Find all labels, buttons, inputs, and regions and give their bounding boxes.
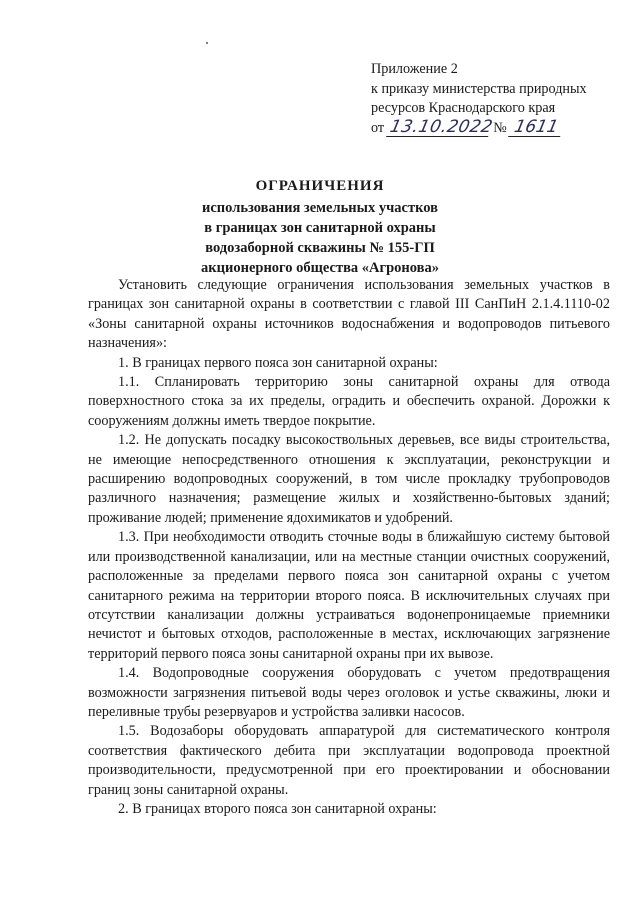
handwritten-number: 1611 bbox=[508, 119, 564, 137]
document-title bbox=[0, 175, 640, 278]
paragraph-1-2: 1.2. Не допускать посадку высокоствольных деревьев, все виды строительства, не имеющие непосредственного отношения к эксплуатации, реконструкции и расширению водопроводных сооружений, в том числе прокладку трубопроводов различного назначения; размещение жилых и хозяйственно-бытовых зданий; проживание людей; применение ядохимикатов и удобрений. bbox=[88, 432, 610, 526]
section-1-heading: 1. В границах первого пояса зон санитарной охраны: bbox=[118, 354, 438, 371]
title-line-3: водозаборной скважины № 155-ГП bbox=[205, 240, 435, 256]
scan-speck bbox=[206, 42, 208, 44]
document-body bbox=[88, 276, 610, 819]
intro-paragraph: Установить следующие ограничения использования земельных участков в границах зон санитарной охраны в соответствии с главой III СанПиН 2.1.4.1110-02 «Зоны санитарной охраны источников водоснабжения и водопроводов питьевого назначения»: bbox=[88, 277, 610, 352]
title-line-4: акционерного общества «Агронова» bbox=[201, 260, 439, 276]
number-prefix: № bbox=[493, 119, 507, 136]
appendix-title: Приложение 2 bbox=[371, 61, 458, 77]
title-main: ОГРАНИЧЕНИЯ bbox=[255, 178, 385, 194]
paragraph-1-3: 1.3. При необходимости отводить сточные воды в ближайшую систему бытовой или производственной канализации, или на местные станции очистных сооружений, расположенные за пределами первого пояса зон санитарной охраны с учетом санитарного режима на территории второго пояса. В исключительных случаях при отсутствии канализации должны устраиваться водонепроницаемые приемники нечистот и бытовых отходов, расположенные в местах, исключающих загрязнение территорий первого пояса зоны санитарной охраны при их вывозе. bbox=[88, 529, 610, 662]
appendix-date-line bbox=[371, 116, 621, 139]
section-2-heading: 2. В границах второго пояса зон санитарной охраны: bbox=[118, 800, 437, 817]
title-line-1: использования земельных участков bbox=[202, 200, 438, 216]
handwritten-date: 13.10.2022 bbox=[387, 116, 495, 137]
date-prefix: от bbox=[371, 119, 385, 136]
appendix-ministry-line: ресурсов Краснодарского края bbox=[371, 100, 556, 116]
appendix-order-line: к приказу министерства природных bbox=[371, 80, 587, 97]
paragraph-1-4: 1.4. Водопроводные сооружения оборудовать с учетом предотвращения возможности загрязнения питьевой воды через оголовок и устье скважины, люки и переливные трубы резервуаров и устройства заливки насосов. bbox=[88, 665, 610, 720]
appendix-block bbox=[371, 60, 621, 138]
title-line-2: в границах зон санитарной охраны bbox=[204, 220, 436, 236]
paragraph-1-1: 1.1. Спланировать территорию зоны санитарной охраны для отвода поверхностного стока за их пределы, оградить и обеспечить охраной. Дорожки к сооружениям должны иметь твердое покрытие. bbox=[88, 374, 610, 429]
paragraph-1-5: 1.5. Водозаборы оборудовать аппаратурой для систематического контроля соответствия фактического дебита при эксплуатации водопровода проектной производительности, предусмотренной при его проектировании и обосновании границ зоны санитарной охраны. bbox=[88, 723, 610, 798]
